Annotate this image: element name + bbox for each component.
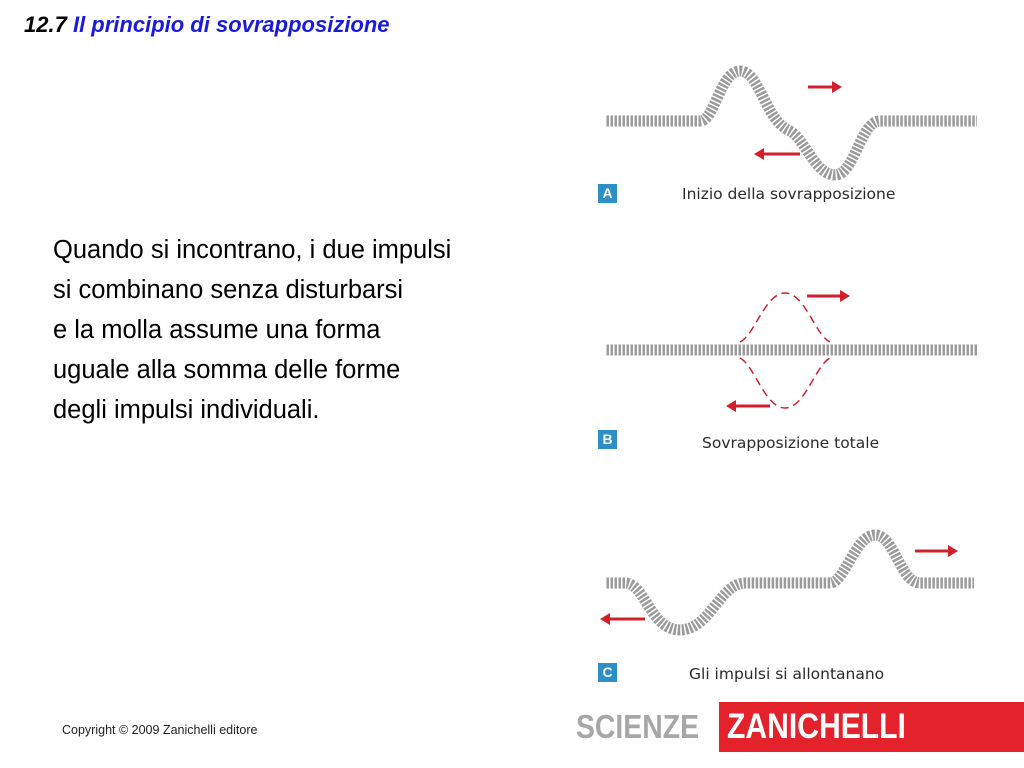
section-number: 12.7 — [24, 12, 67, 37]
slide-title — [24, 12, 390, 38]
logo-scienze: SCIENZE — [576, 708, 700, 745]
arrow-left-icon — [600, 613, 645, 625]
logo-zanichelli-block — [719, 702, 1024, 752]
figure-caption: Sovrapposizione totale — [702, 434, 880, 452]
arrow-left-icon — [754, 148, 800, 160]
figure-caption: Gli impulsi si allontanano — [689, 665, 885, 683]
figure-badge: C — [598, 663, 617, 682]
publisher-logo — [576, 702, 1024, 752]
body-line: Quando si incontrano, i due impulsi — [53, 236, 452, 264]
arrow-right-icon — [807, 290, 850, 302]
body-text — [53, 230, 598, 430]
spring-illustration-b — [590, 280, 990, 460]
figure-b — [590, 280, 990, 460]
arrow-right-icon — [915, 545, 958, 557]
arrow-right-icon — [808, 81, 842, 93]
figure-badge: B — [598, 430, 617, 449]
figure-caption: Inizio della sovrapposizione — [682, 185, 896, 203]
figure-a — [590, 55, 990, 215]
copyright-notice: Copyright © 2009 Zanichelli editore — [62, 723, 258, 737]
body-line: uguale alla somma delle forme — [53, 356, 401, 384]
body-line: si combinano senza disturbarsi — [53, 276, 404, 304]
logo-zanichelli: ZANICHELLI — [727, 707, 906, 746]
section-title: Il principio di sovrapposizione — [72, 12, 390, 37]
arrow-left-icon — [726, 400, 770, 412]
figure-c — [590, 520, 990, 690]
body-line: degli impulsi individuali. — [53, 396, 320, 424]
figure-badge: A — [598, 184, 617, 203]
body-line: e la molla assume una forma — [53, 316, 381, 344]
